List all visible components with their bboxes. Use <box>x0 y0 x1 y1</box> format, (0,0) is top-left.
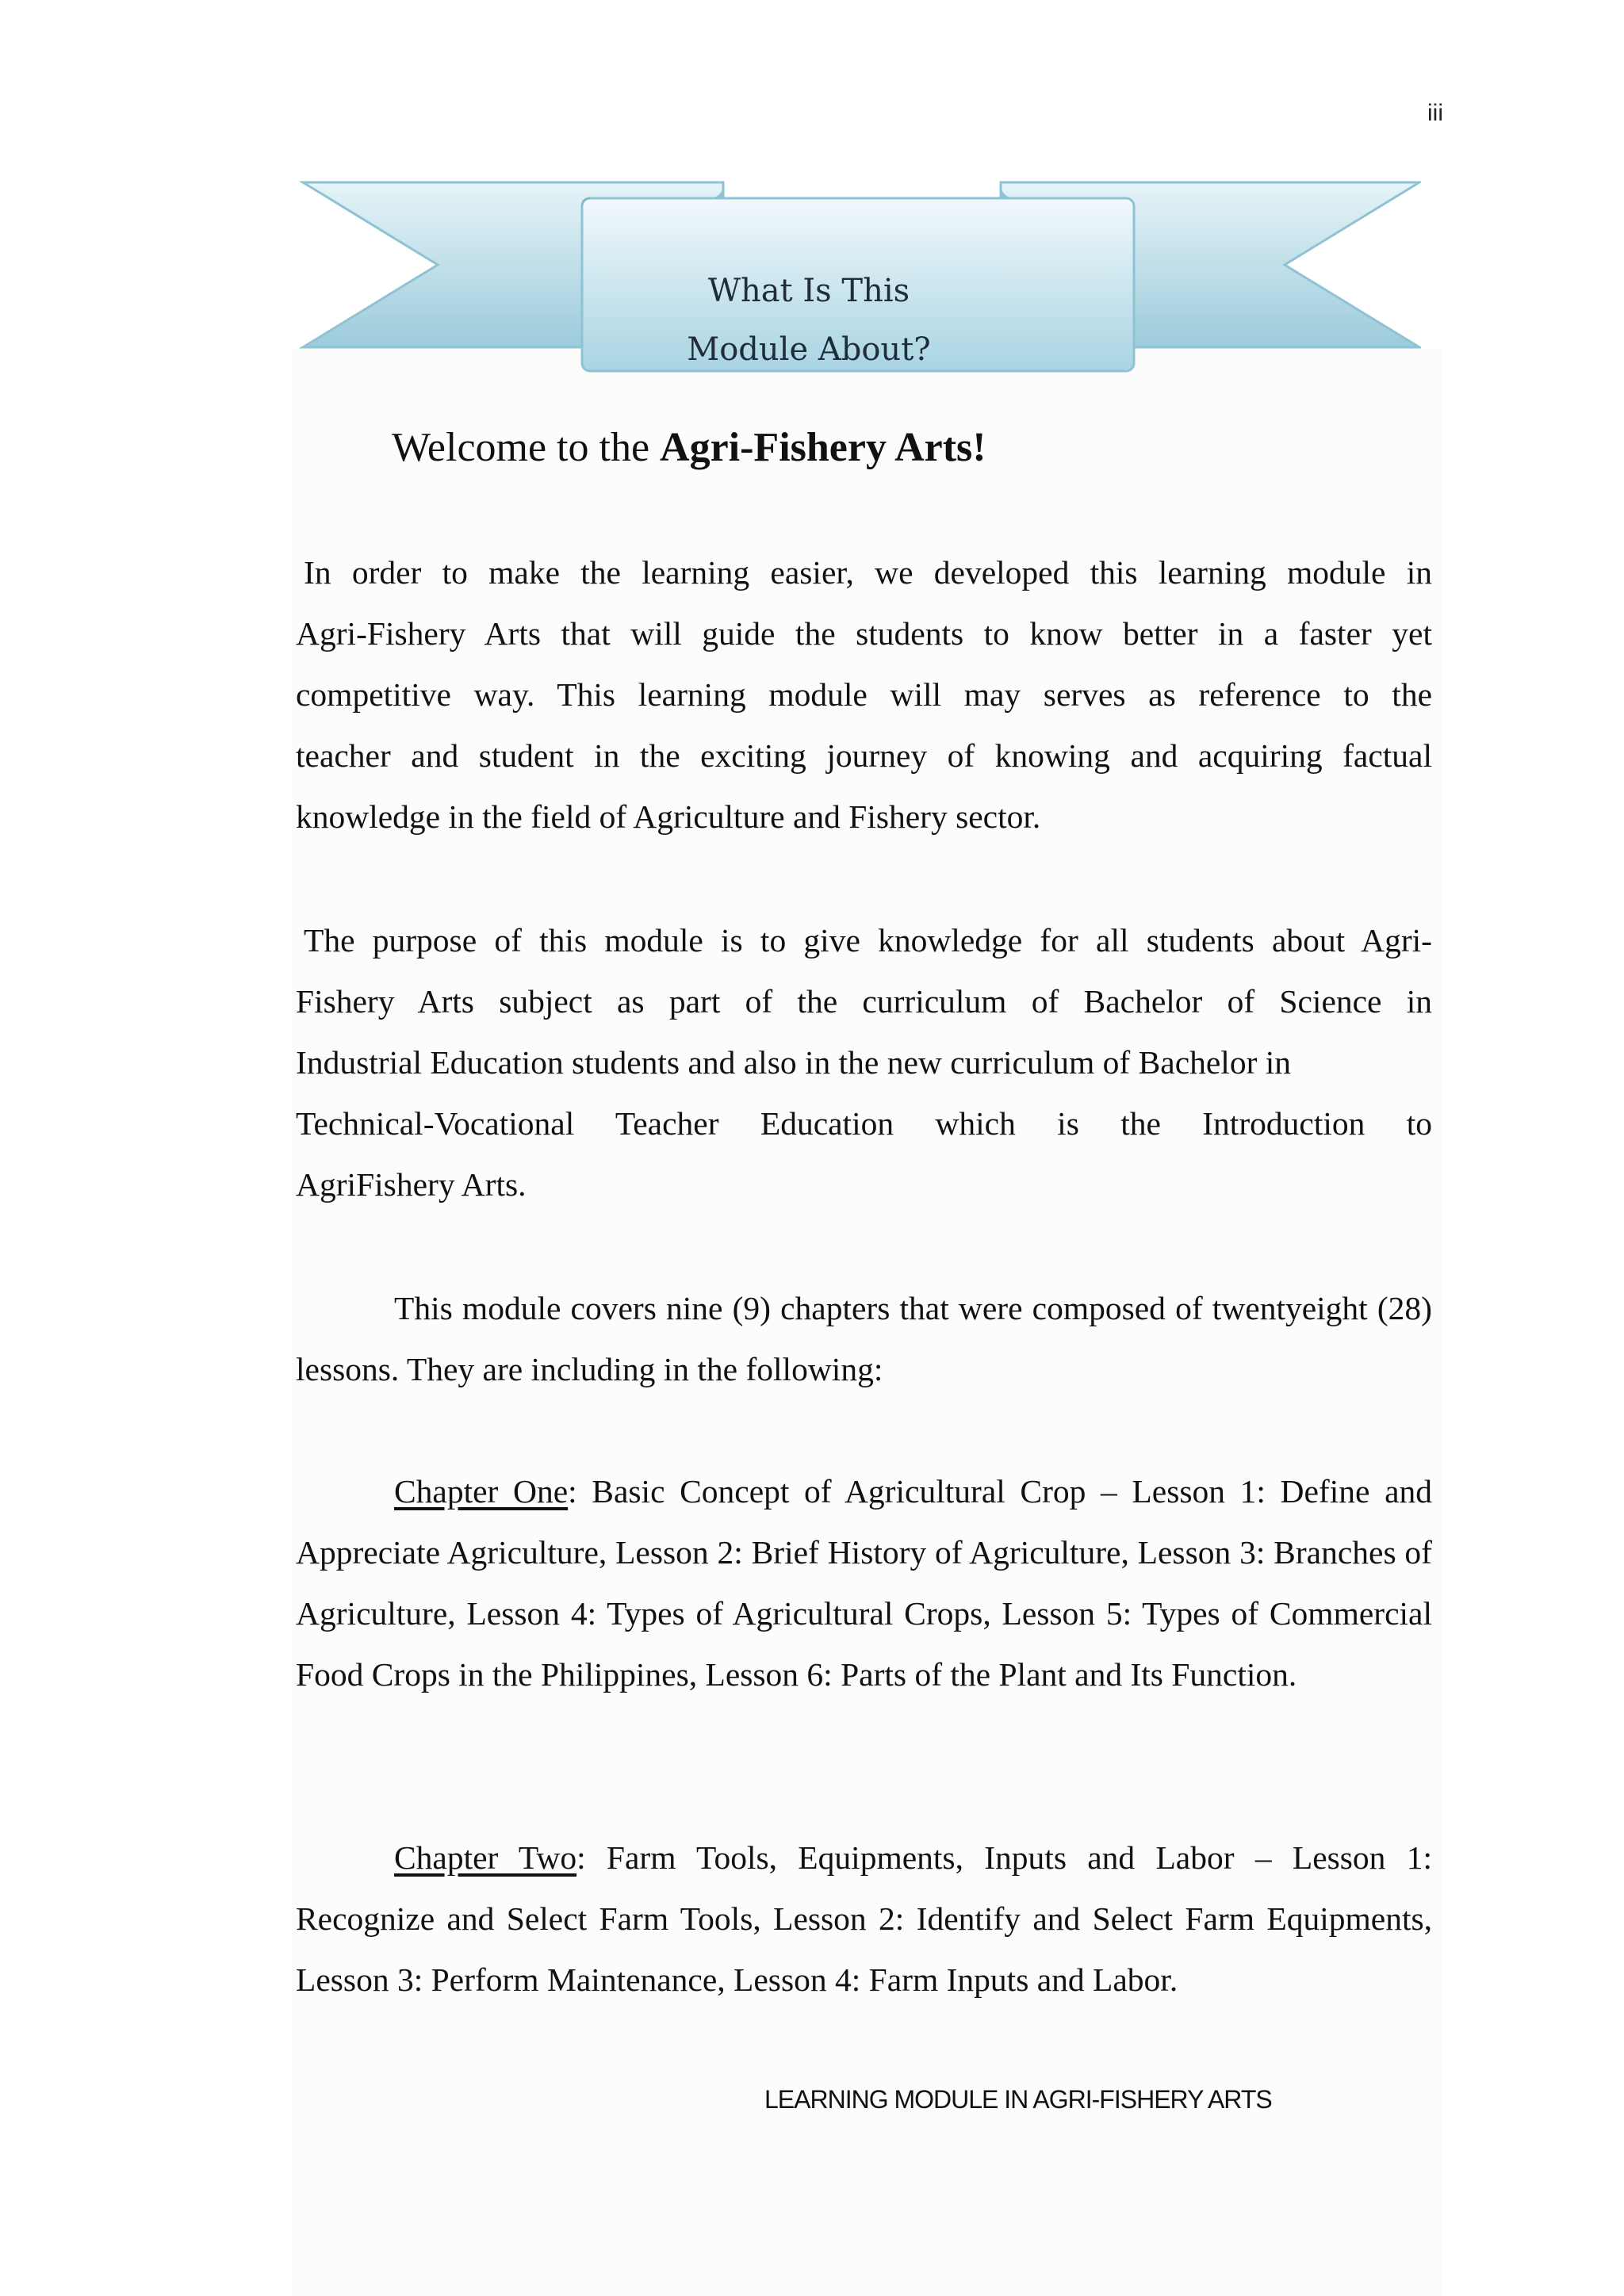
chapter-one-label: Chapter One <box>394 1473 569 1510</box>
purpose-line: Technical-Vocational Teacher Education which is the Introduction to <box>296 1105 1432 1142</box>
banner-title-line2: Module About? <box>687 331 931 368</box>
chapter-two-paragraph <box>296 1827 1432 2011</box>
welcome-subject: Agri-Fishery Arts! <box>660 425 986 470</box>
welcome-prefix: Welcome to the <box>392 425 661 470</box>
intro-line: Agri-Fishery Arts that will guide the students to know better in a faster yet <box>296 615 1432 652</box>
chapter-one-text: : Basic Concept of Agricultural Crop – Lesson 1: Define and Appreciate Agriculture, Lesson 2: Brief History of Agriculture, Lesson 3: Branches of Agriculture, Lesson 4: Types of Agricultural Crops, Lesson 5: Types of Commercial Food Crops in the Philippines, Lesson 6: Parts of the Plant and Its Function. <box>296 1473 1432 1693</box>
page-footer: LEARNING MODULE IN AGRI-FISHERY ARTS <box>764 2085 1272 2114</box>
chapter-one-paragraph <box>296 1461 1432 1705</box>
welcome-heading <box>392 420 986 476</box>
page-number: iii <box>1427 100 1443 126</box>
intro-line: knowledge in the field of Agriculture and Fishery sector. <box>296 798 1041 835</box>
purpose-paragraph <box>296 910 1432 1215</box>
banner-title <box>587 262 1031 379</box>
purpose-line: Industrial Education students and also in the new curriculum of Bachelor in <box>296 1044 1292 1081</box>
chapter-two-text: : Farm Tools, Equipments, Inputs and Labor – Lesson 1: Recognize and Select Farm Tools, Lesson 2: Identify and Select Farm Equipments, Lesson 3: Perform Maintenance, Lesson 4: Farm Inputs and Labor. <box>296 1839 1432 1998</box>
banner-title-line1: What Is This <box>707 273 910 309</box>
intro-line: In order to make the learning easier, we developed this learning module in <box>304 554 1432 591</box>
purpose-line: The purpose of this module is to give knowledge for all students about Agri- <box>304 922 1432 959</box>
intro-paragraph <box>296 542 1432 848</box>
purpose-line: Fishery Arts subject as part of the curriculum of Bachelor of Science in <box>296 983 1432 1020</box>
coverage-paragraph: This module covers nine (9) chapters that were composed of twentyeight (28) lessons. They are including in the following: <box>296 1290 1432 1387</box>
chapter-two-label: Chapter Two <box>394 1839 577 1876</box>
intro-line: teacher and student in the exciting journey of knowing and acquiring factual <box>296 737 1432 774</box>
intro-line: competitive way. This learning module will may serves as reference to the <box>296 676 1432 713</box>
purpose-line: AgriFishery Arts. <box>296 1166 527 1203</box>
